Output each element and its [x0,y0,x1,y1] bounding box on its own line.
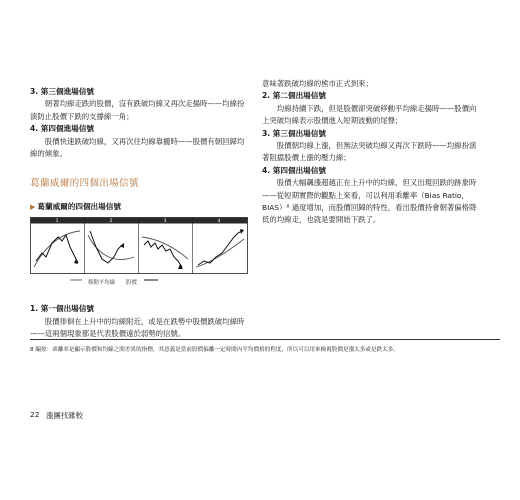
running-title: 漲團找雜較 [46,411,83,420]
entry-signal-3-text: 朝著均線走跌的股價，沒有跌破均線又再次走揚時——均線扮演防止股價下跌的支撐線一角； [30,99,245,121]
arrow-icon [120,243,124,248]
figure-title-row [30,201,248,213]
price-line [144,241,182,267]
panel-number: 4 [217,219,221,225]
moving-average-line [142,237,188,259]
panel-number: 3 [163,219,167,225]
exit-signal-4-heading: 4. 第四個出場信號 [262,165,326,175]
exit-signal-2-heading: 2. 第二個出場信號 [262,91,326,101]
figure-frame [31,218,248,274]
moving-average-line [88,235,134,259]
footnote: 8 編按：乖離率是顯示股價和均線之間差異的指標，其意義是當前股價偏離一定時間內平均價格的程度，所以可以用來檢視股價是漲太多或是跌太多。 [30,347,399,353]
price-line [198,231,242,265]
exit-signal-2-text: 均線持續下跌，但是股價卻突破移動平均線走揚時——股價向上突破均線表示股價進入短期波動的尾聲； [262,103,477,126]
entry-signal-4-heading: 4. 第四個進場信號 [30,124,94,134]
section-title: 葛蘭威爾的四個出場信號 [30,178,139,190]
left-column [30,86,248,340]
panel-number: 2 [109,219,113,225]
triangle-icon: ▶ [30,202,36,211]
legend-ma-label: 移動平均線 [88,280,115,287]
continuation-text: 意味著跌破均線的熊市正式到來； [262,79,373,88]
figure-title: 葛蘭威爾的四個出場信號 [37,201,121,211]
exit-signal-1-text: 股價徘徊在上升中的均線附近，或是在跌勢中股價跌破均線時——這兩個現象都是代表股價遠於弱勢的信號。 [30,316,245,339]
figure-header-bar [31,218,248,224]
exit-signal-1-heading: 1. 第一個出場信號 [30,304,94,314]
exit-signal-3-heading: 3. 第三個出場信號 [262,128,326,138]
entry-signal-4-text: 股價快速跌破均線，又再次往均線靠攏時——股價有朝回歸均線的傾象。 [30,136,245,159]
exit-signal-4-text: 股價大幅飆漲超越正在上升中的均線，但又出現回跌的跡象時——從短期實際的觀點上來看，可以利用乖離率（Bias Ratio, BIAS）⁸ 過度增加，而股價回歸的特性，看出股價持會朝著偏格降低的均線走，也就是要開始下跌了。 [262,178,477,225]
footnote-divider [30,339,500,340]
legend-price-label: 股價 [126,280,137,287]
page-number: 22 [30,410,40,419]
exit-signals-figure [30,217,248,295]
exit-signal-3-text: 股價朝均線上漲，但無法突破均線又再次下跌時——均線扮演著阻擋股價上漲的壓力線； [262,141,477,163]
exit-signals-diagram [30,217,248,295]
entry-signal-3-heading: 3. 第三個進場信號 [30,87,94,96]
arrow-icon [240,229,244,234]
moving-average-line [196,239,244,267]
panel-number: 1 [55,219,59,225]
moving-average-line [34,231,80,267]
price-line [90,231,122,263]
right-column [262,78,480,227]
